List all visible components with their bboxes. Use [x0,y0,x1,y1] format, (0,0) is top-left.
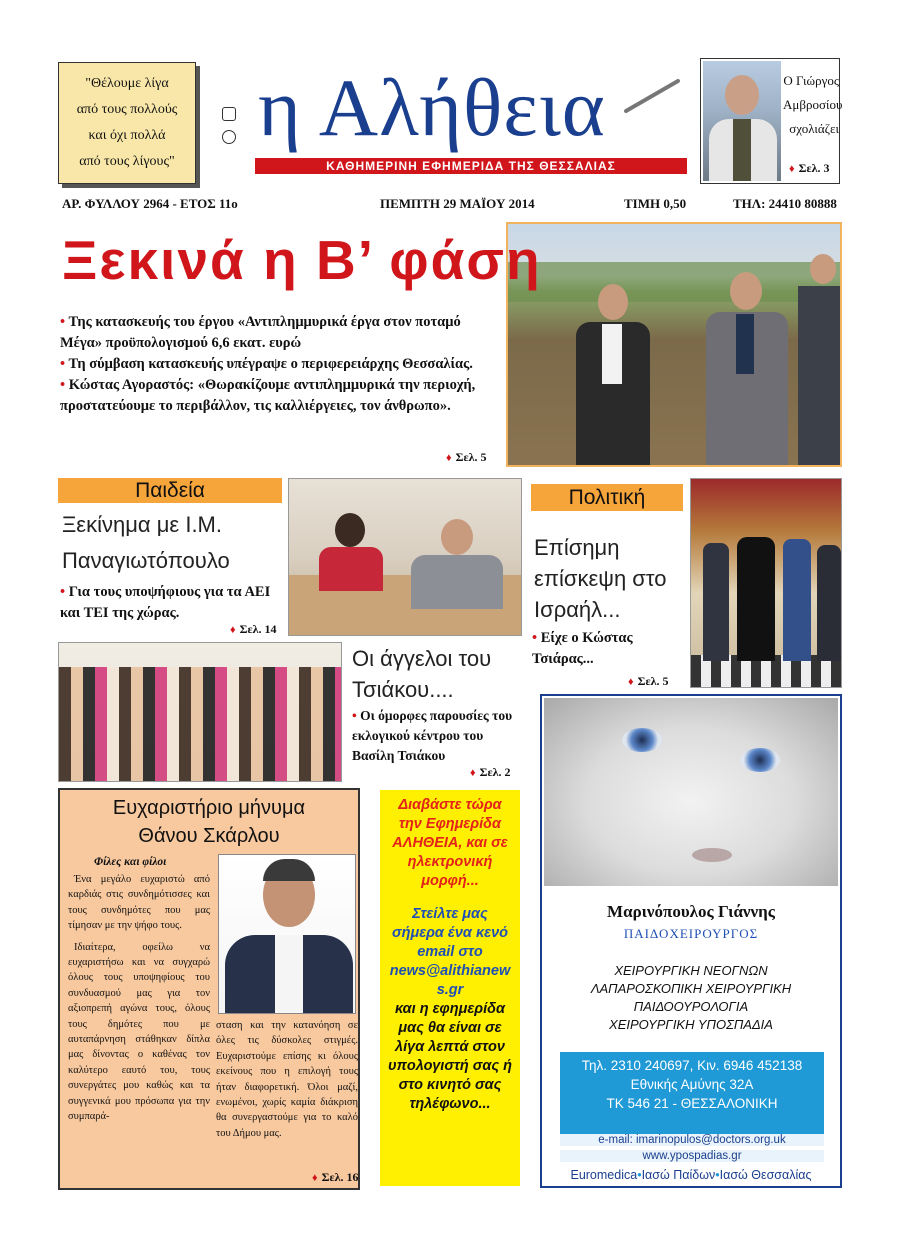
promo-email-link[interactable]: news@alithianews.gr [389,963,511,998]
motto-line: από τους λίγους" [79,154,175,169]
diamond-icon: ♦ [230,624,236,636]
body [319,547,383,591]
doctor-specialties [542,962,840,1034]
group-person [783,539,811,661]
diamond-icon: ♦ [312,1172,318,1184]
columnist-line: σχολιάζει [789,121,839,136]
education-bullet: • Για τους υποψήφιους για τα ΑΕΙ και ΤΕΙ της χώρας. [60,584,271,621]
angels-page-ref: ♦ Σελ. 2 [470,765,511,779]
bullet-icon: • [352,708,361,723]
emblem-icon [222,107,236,121]
head [441,519,473,555]
angels-bullet: • Οι όμορφες παρουσίες του εκλογικού κέντρου του Βασίλη Τσιάκου [352,708,513,763]
group-of-women [59,667,342,782]
thanks-col2 [216,1018,358,1141]
thanks-paragraph: σταση και την κατανόηση σε όλες τις δύσκολες στιγμές. Ευχαριστούμε επίσης κι όλους εκείνους που η επιλογή τους ήταν διαφορετική. Όλοι μαζί, ενωμένοι, χωρίς καμία διάκριση θα συνεργαστούμε για το καλό του Δήμου μας. [216,1020,358,1139]
columnist-box [700,58,843,184]
contact-email[interactable]: e-mail: imarinopulos@doctors.org.uk [560,1134,824,1146]
promo-box [380,790,520,1186]
clinic-list [542,1168,840,1182]
thanks-col1 [68,872,210,1125]
thanks-paragraph: Ένα μεγάλο ευχαριστώ από καρδιάς στις συνδημότισσες και τους συνδημότες που μας τίμησαν με την ψήφο τους. [68,874,210,932]
specialty-item: ΧΕΙΡΟΥΡΓΙΚΗ ΝΕΟΓΝΩΝ [614,963,768,978]
lead-page-ref: ♦ Σελ. 5 [446,450,487,464]
thanks-greeting: Φίλες και φίλοι [94,856,167,868]
lead-bullet: • Τη σύμβαση κατασκευής υπέγραψε ο περιφερειάρχης Θεσσαλίας. [60,356,473,372]
bullet-icon: • [60,356,69,372]
shirt [275,935,303,1014]
masthead-subtitle: ΚΑΘΗΜΕΡΙΝΗ ΕΦΗΜΕΡΙΔΑ ΤΗΣ ΘΕΣΣΑΛΙΑΣ [255,158,687,174]
head [730,272,762,310]
priest-figure [737,537,775,661]
doctor-title: ΠΑΙΔΟΧΕΙΡΟΥΡΓΟΣ [623,926,759,941]
diamond-icon: ♦ [789,163,795,175]
bullet-icon: • [60,584,69,600]
face [725,75,759,115]
press-seal-icon [222,130,236,144]
thanks-page-ref: ♦ Σελ. 16 [312,1170,359,1184]
specialty-item: ΠΑΙΔΟΟΥΡΟΛΟΓΙΑ [633,999,749,1014]
politics-headline-line: Επίσημη [534,535,620,560]
bullet-icon: • [60,314,69,330]
politics-headline-line: επίσκεψη στο [534,566,667,591]
politics-tag: Πολιτική [531,484,683,511]
angels-photo [58,642,342,782]
person-left [572,284,652,467]
thanks-title-line: Θάνου Σκάρλου [138,825,280,847]
diamond-icon: ♦ [470,767,476,779]
promo-read-now: Διαβάστε τώρα την Εφημερίδα ΑΛΗΘΕΙΑ, και σε ηλεκτρονική μορφή... [392,797,508,889]
thanks-paragraph: Ιδιαίτερα, οφείλω να ευχαριστήσω και να συγχαρώ όλους τους υποψηφίους του συνδυασμού μας για τον αξιοπρεπή αγώνα τους, όλους τους δημότες που με αυταπάρνηση στάθηκαν δίπλα μας δίνοντας ο καθένας τον καλύτερο εαυτό του, τους συνεργάτες μου καθώς και τα συγγενικά μου πρόσωπα για την συμπαρά- [68,941,210,1123]
columnist-line: Ο Γιώργος [783,73,839,88]
baby-photo [544,698,838,886]
bullet-icon: • [532,630,541,646]
education-headline-line: Παναγιωτόπουλο [62,548,230,573]
columnist-photo [703,61,781,181]
shirt [736,314,754,374]
lead-bullets [60,312,500,417]
bullet-icon: • [60,377,69,393]
person-right [704,272,788,467]
thanks-portrait [218,854,356,1014]
doctor-ad [540,694,842,1188]
contact-block [560,1052,824,1134]
education-headline-line: Ξεκίνημα με Ι.Μ. [62,512,222,537]
dot-icon: • [637,1168,642,1182]
education-tag: Παιδεία [58,478,282,503]
body [411,555,503,609]
columnist-line: Αμβροσίου [783,97,843,112]
group-person [703,543,729,661]
shirt [733,119,751,181]
diamond-icon: ♦ [628,676,634,688]
body [798,286,842,467]
clinic-item: Euromedica [570,1168,638,1182]
promo-send-email: Στείλτε μας σήμερα ένα κενό email στο [391,906,509,960]
contact-city: ΤΚ 546 21 - ΘΕΣΣΑΛΟΝΙΚΗ [606,1096,778,1111]
motto-line: και όχι πολλά [88,128,166,143]
clinic-item: Ιασώ Παίδων [641,1168,716,1182]
contact-website[interactable]: www.ypospadias.gr [560,1150,824,1162]
baby-mouth [692,848,732,862]
student-boy [405,519,505,609]
specialty-item: ΧΕΙΡΟΥΡΓΙΚΗ ΥΠΟΣΠΑΔΙΑ [609,1017,773,1032]
politics-page-ref: ♦ Σελ. 5 [628,674,669,688]
dot-icon: • [715,1168,720,1182]
thanks-title-line: Ευχαριστήριο μήνυμα [112,797,306,819]
thanks-box [58,788,360,1190]
hair [263,859,315,881]
contact-address: Εθνικής Αμύνης 32Α [630,1077,754,1092]
clinic-item: Ιασώ Θεσσαλίας [719,1168,812,1182]
contact-phones: Τηλ. 2310 240697, Κιν. 6946 452138 [581,1058,803,1073]
motto-box [58,62,196,184]
shirt [602,324,622,384]
lead-bullet: • Κώστας Αγοραστός: «Θωρακίζουμε αντιπλημμυρικά την περιοχή, προστατεύουμε το περιβάλλον, τις καλλιέργειες, τον άνθρωπο». [60,377,476,414]
contact-phone: ΤΗΛ: 24410 80888 [733,196,837,211]
motto-line: "Θέλουμε λίγα [85,76,169,91]
baby-eye-left [622,728,662,752]
lead-headline: Ξεκινά η Β’ φάση [62,229,542,291]
issue-number: ΑΡ. ΦΥΛΛΟΥ 2964 - ΕΤΟΣ 11ο [62,196,238,211]
issue-price: ΤΙΜΗ 0,50 [624,196,687,211]
newspaper-title: η Αλήθεια [258,62,606,153]
education-photo [288,478,522,636]
politics-photo [690,478,842,688]
group-person [817,545,841,661]
lead-bullet: • Της κατασκευής του έργου «Αντιπλημμυρικά έργα στον ποταμό Μέγα» προϋπολογισμού 6,6 εκατ. ευρώ [60,314,461,351]
head [810,254,836,284]
student-girl [315,513,385,593]
angels-headline-line: Τσιάκου.... [352,677,454,702]
issue-date: ΠΕΜΠΤΗ 29 ΜΑΪΟΥ 2014 [380,196,535,211]
person-back [798,254,842,467]
specialty-item: ΛΑΠΑΡΟΣΚΟΠΙΚΗ ΧΕΙΡΟΥΡΓΙΚΗ [590,981,792,996]
motto-line: από τους πολλούς [76,102,178,117]
head [335,513,365,547]
education-page-ref: ♦ Σελ. 14 [230,622,277,636]
politics-headline-line: Ισραήλ... [534,597,621,622]
columnist-page-ref: ♦ Σελ. 3 [789,161,830,175]
baby-eye-right [740,748,780,772]
doctor-name: Μαρινόπουλος Γιάννης [607,902,775,921]
angels-headline-line: Οι άγγελοι του [352,646,492,671]
masthead [0,0,900,190]
promo-delivery: και η εφημερίδα μας θα είναι σε λίγα λεπτά στον υπολογιστή σας ή στο κινητό σας τηλέφωνο... [388,1001,512,1112]
diamond-icon: ♦ [446,452,452,464]
politics-bullet: • Είχε ο Κώστας Τσιάρας... [532,630,633,667]
